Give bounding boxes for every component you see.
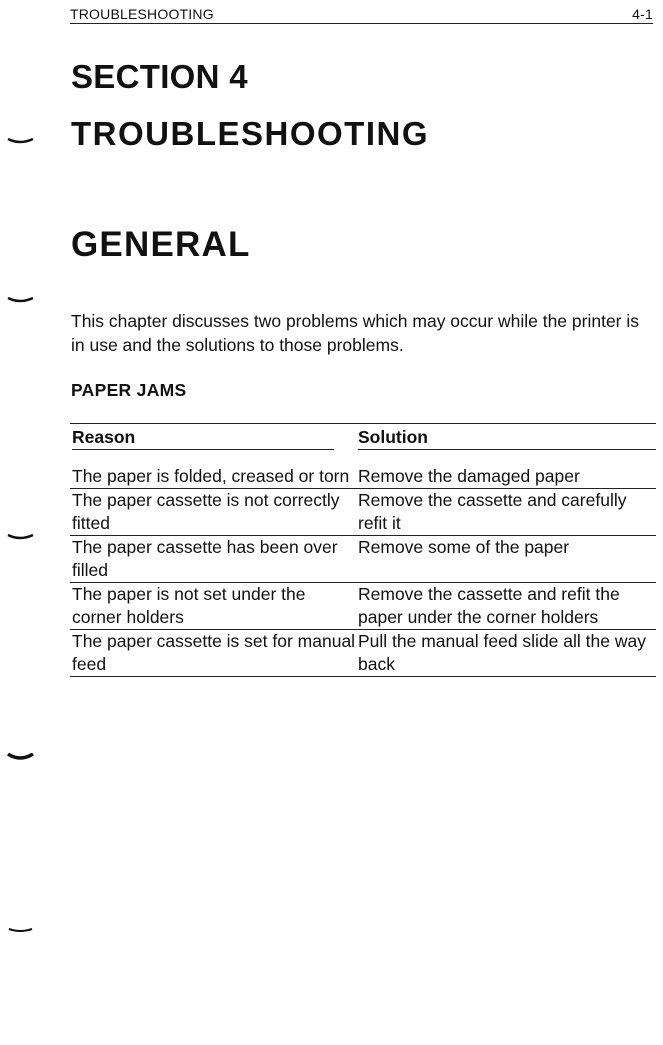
running-header-title: TROUBLESHOOTING xyxy=(70,6,214,22)
chapter-title: TROUBLESHOOTING xyxy=(71,115,429,152)
solution-cell: Remove the cassette and refit the paper under the corner holders xyxy=(358,584,620,627)
table-row xyxy=(70,536,656,583)
table-row xyxy=(70,465,656,489)
reason-cell: The paper cassette is not correctly fitted xyxy=(72,490,340,533)
paper-jams-heading: PAPER JAMS xyxy=(71,380,187,400)
reason-cell: The paper cassette has been over filled xyxy=(72,537,338,580)
page-number: 4-1 xyxy=(632,6,653,22)
troubleshooting-table xyxy=(70,423,656,677)
reason-cell: The paper is not set under the corner holders xyxy=(72,584,306,627)
section-title: SECTION 4 xyxy=(71,58,248,95)
binding-mark-icon xyxy=(6,926,34,934)
binding-mark-icon xyxy=(6,137,34,145)
binding-mark-icon xyxy=(6,296,34,304)
solution-cell: Remove the damaged paper xyxy=(358,466,580,486)
reason-cell: The paper is folded, creased or torn xyxy=(72,466,350,486)
intro-paragraph: This chapter discusses two problems which may occur while the printer is in use and the solutions to those problems. xyxy=(71,311,639,355)
solution-cell: Remove the cassette and carefully refit it xyxy=(358,490,627,533)
table-row xyxy=(70,583,656,630)
binding-mark-icon xyxy=(6,753,34,761)
solution-cell: Pull the manual feed slide all the way back xyxy=(358,631,646,674)
general-heading: GENERAL xyxy=(71,225,251,264)
table-row xyxy=(70,489,656,536)
solution-cell: Remove some of the paper xyxy=(358,537,570,557)
table-row xyxy=(70,630,656,677)
binding-mark-icon xyxy=(6,533,34,541)
table-header xyxy=(70,424,656,452)
reason-column-header: Reason xyxy=(72,427,334,450)
reason-cell: The paper cassette is set for manual feed xyxy=(72,631,356,674)
solution-column-header: Solution xyxy=(358,427,656,450)
running-header xyxy=(70,4,653,24)
